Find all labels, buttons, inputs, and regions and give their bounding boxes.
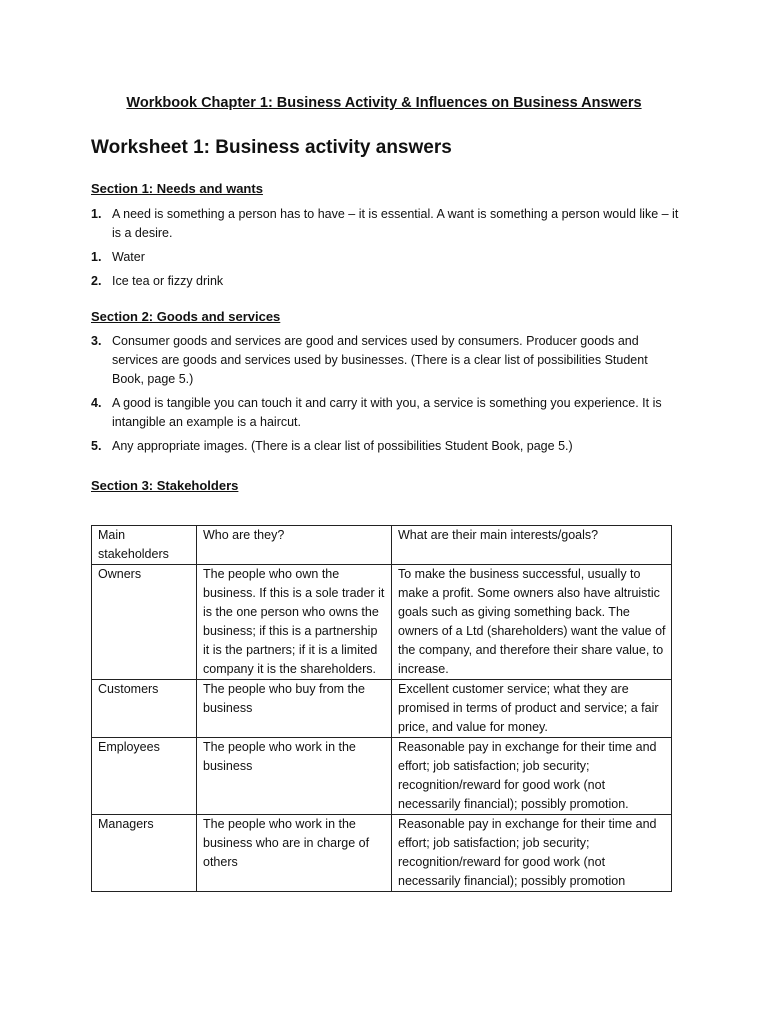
table-cell: To make the business successful, usually to make a profit. Some owners also have altruistic goals such as giving something back. The owners of a Ltd (shareholders) want the value of the company, and therefore their share value, to increase. (392, 565, 672, 680)
stakeholders-table (91, 525, 672, 892)
table-cell: The people who own the business. If this is a sole trader it is the one person who owns the business; if this is a partnership it is the partners; if it is a limited company it is the shareholders. (197, 565, 392, 680)
table-cell: Managers (92, 815, 197, 892)
table-cell: The people who work in the business (197, 738, 392, 815)
list-item (91, 205, 681, 243)
section-2-list (91, 332, 681, 461)
table-header-row (92, 526, 672, 565)
item-text: A need is something a person has to have – it is essential. A want is something a person would like – it is a desire. (112, 207, 679, 240)
item-number: 2. (91, 274, 102, 288)
table-cell: Employees (92, 738, 197, 815)
table-cell: Excellent customer service; what they are promised in terms of product and service; a fair price, and value for money. (392, 680, 672, 738)
section-2-heading: Section 2: Goods and services (91, 309, 281, 324)
list-item (91, 437, 681, 456)
item-number: 1. (91, 250, 102, 264)
list-item (91, 394, 681, 432)
table-header-cell: Main stakeholders (92, 526, 197, 565)
table-row (92, 565, 672, 680)
item-text: Ice tea or fizzy drink (112, 274, 224, 288)
section-1-heading: Section 1: Needs and wants (91, 181, 263, 196)
item-number: 4. (91, 396, 102, 410)
item-number: 1. (91, 207, 102, 221)
item-number: 5. (91, 439, 102, 453)
table-cell: Owners (92, 565, 197, 680)
table-header-cell: Who are they? (197, 526, 392, 565)
table-row (92, 680, 672, 738)
list-item (91, 248, 681, 267)
list-item (91, 332, 681, 389)
table-cell: Reasonable pay in exchange for their time and effort; job satisfaction; job security; recognition/reward for good work (not necessarily financial); possibly promotion (392, 815, 672, 892)
section-3-heading: Section 3: Stakeholders (91, 478, 239, 493)
item-text: A good is tangible you can touch it and carry it with you, a service is something you experience. It is intangible an example is a haircut. (112, 396, 662, 429)
item-text: Water (112, 250, 145, 264)
table-row (92, 738, 672, 815)
table-header-cell: What are their main interests/goals? (392, 526, 672, 565)
table-cell: The people who work in the business who are in charge of others (197, 815, 392, 892)
item-text: Consumer goods and services are good and services used by consumers. Producer goods and services are goods and services used by businesses. (There is a clear list of possibilities Student Book, page 5.) (112, 334, 648, 386)
table-row (92, 815, 672, 892)
worksheet-title: Worksheet 1: Business activity answers (91, 137, 452, 158)
table-cell: Reasonable pay in exchange for their time and effort; job satisfaction; job security; recognition/reward for good work (not necessarily financial); possibly promotion. (392, 738, 672, 815)
table-cell: Customers (92, 680, 197, 738)
table-cell: The people who buy from the business (197, 680, 392, 738)
workbook-title: Workbook Chapter 1: Business Activity & Influences on Business Answers (126, 95, 642, 111)
list-item (91, 272, 681, 291)
item-text: Any appropriate images. (There is a clear list of possibilities Student Book, page 5.) (112, 439, 573, 453)
item-number: 3. (91, 334, 102, 348)
section-1-list (91, 205, 681, 296)
